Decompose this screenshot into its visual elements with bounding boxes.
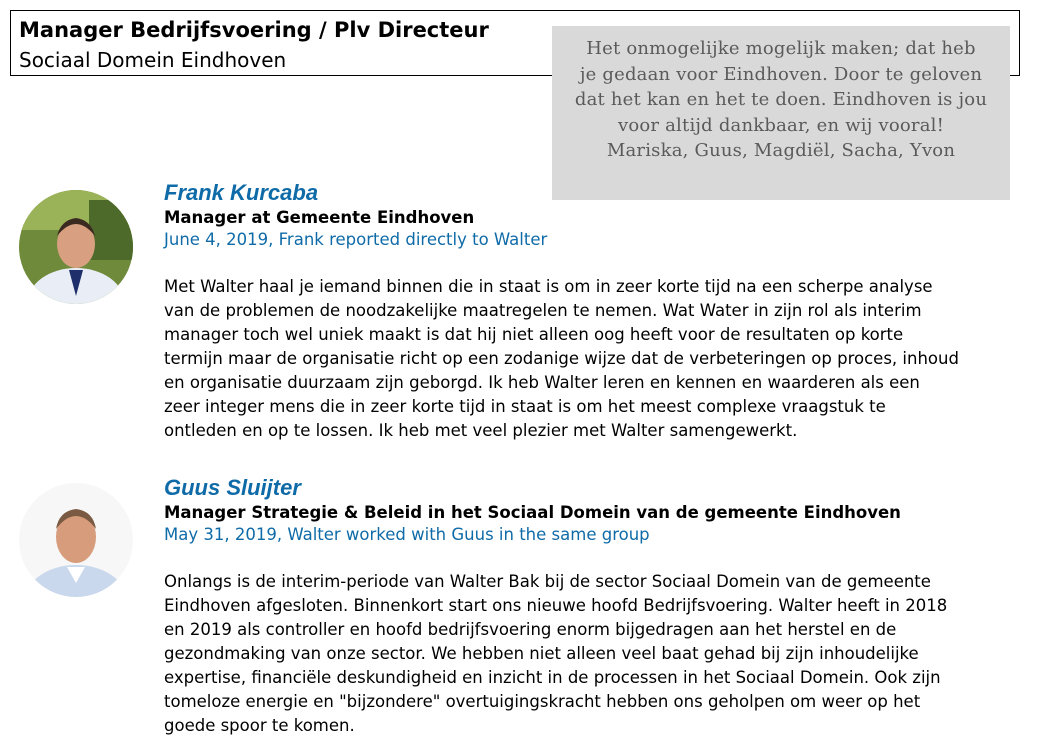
note-line: voor altijd dankbaar, en wij vooral!	[617, 114, 945, 136]
text-line: Onlangs is de interim-periode van Walter Bak bij de sector Sociaal Domein van de gemeente	[164, 572, 931, 591]
text-line: zeer integer mens die in zeer korte tijd in staat is om het meest complexe vraagstuk te	[164, 397, 886, 416]
recommendation-text	[164, 275, 1024, 443]
recommender-name[interactable]: Frank Kurcaba	[164, 180, 319, 205]
text-line: manager toch wel uniek maakt is dat hij niet alleen oog heeft voor de resultaten op korte	[164, 325, 904, 344]
text-line: gezondmaking van onze sector. We hebben niet alleen veel baat gehad bij zijn inhoudelijke	[164, 644, 919, 663]
note-line: je gedaan voor Eindhoven. Door te geloven	[579, 63, 983, 85]
avatar-guus-sluijter	[19, 483, 133, 597]
thank-you-note	[552, 26, 1010, 200]
recommendation-card	[164, 180, 1024, 443]
recommender-name[interactable]: Guus Sluijter	[164, 475, 301, 500]
recommendation-card	[164, 475, 1024, 738]
text-line: en 2019 als controller en hoofd bedrijfsvoering enorm bijgedragen aan het herstel en de	[164, 620, 897, 639]
text-line: tomeloze energie en "bijzondere" overtuigingskracht hebben ons geholpen om weer op het	[164, 692, 921, 711]
text-line: goede spoor te komen.	[164, 716, 355, 735]
text-line: expertise, financiële deskundigheid en inzicht in de processen in het Sociaal Domein. Ook zijn	[164, 668, 941, 687]
recommendation-text	[164, 570, 1024, 738]
avatar-frank-kurcaba	[19, 190, 133, 304]
text-line: en organisatie duurzaam zijn geborgd. Ik heb Walter leren en kennen en waarderen als een	[164, 373, 920, 392]
recommender-role: Manager Strategie & Beleid in het Sociaal Domein van de gemeente Eindhoven	[164, 503, 901, 522]
note-signatures: Mariska, Guus, Magdiël, Sacha, Yvon	[606, 140, 956, 161]
recommendation-meta: May 31, 2019, Walter worked with Guus in the same group	[164, 525, 650, 544]
text-line: van de problemen de noodzakelijke maatregelen te nemen. Wat Water in zijn rol als interim	[164, 301, 922, 320]
note-line: dat het kan en het te doen. Eindhoven is jou	[574, 89, 988, 110]
page-subtitle: Sociaal Domein Eindhoven	[19, 48, 287, 72]
text-line: ontleden en op te lossen. Ik heb met veel plezier met Walter samengewerkt.	[164, 421, 798, 440]
person-photo-icon	[19, 483, 133, 597]
text-line: Met Walter haal je iemand binnen die in staat is om in zeer korte tijd na een scherpe analyse	[164, 277, 933, 296]
page-title: Manager Bedrijfsvoering / Plv Directeur	[19, 18, 489, 42]
note-line: Het onmogelijke mogelijk maken; dat heb	[586, 38, 976, 59]
text-line: Eindhoven afgesloten. Binnenkort start ons nieuwe hoofd Bedrijfsvoering. Walter heeft in 2018	[164, 596, 948, 615]
recommender-role: Manager at Gemeente Eindhoven	[164, 208, 475, 227]
recommendation-meta: June 4, 2019, Frank reported directly to Walter	[164, 230, 548, 249]
text-line: termijn maar de organisatie richt op een zodanige wijze dat de verbeteringen op proces, inhoud	[164, 349, 959, 368]
person-photo-icon	[19, 190, 133, 304]
